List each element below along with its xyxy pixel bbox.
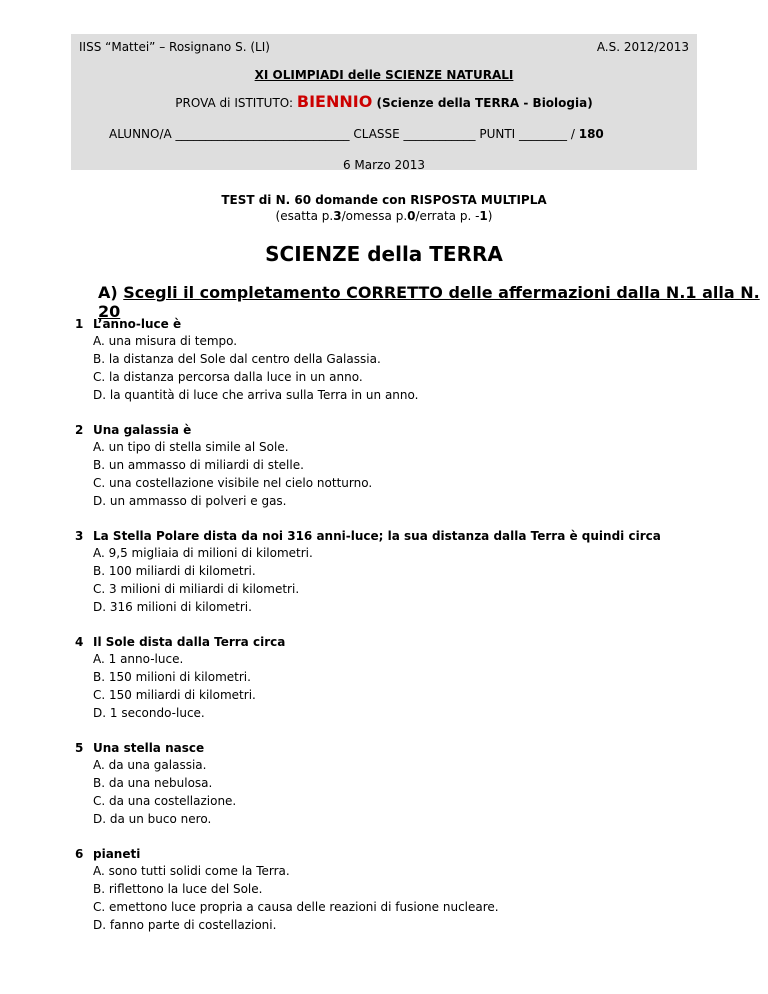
answer-option: C. 3 milioni di miliardi di kilometri. bbox=[93, 582, 300, 596]
question-heading bbox=[75, 528, 735, 544]
question-heading bbox=[75, 422, 735, 438]
answer-option: A. da una galassia. bbox=[93, 758, 207, 772]
max-score: 180 bbox=[578, 127, 604, 141]
question-item bbox=[75, 846, 735, 934]
answer-option: B. 150 milioni di kilometri. bbox=[93, 670, 251, 684]
prova-label: PROVA di ISTITUTO: bbox=[175, 96, 297, 110]
question-item bbox=[75, 316, 735, 404]
scoring-text-1: (esatta p. bbox=[275, 209, 334, 223]
school-year: A.S. 2012/2013 bbox=[596, 40, 689, 54]
subsection-prefix: A) bbox=[98, 283, 124, 302]
answer-option: A. un tipo di stella simile al Sole. bbox=[93, 440, 289, 454]
answer-option: B. un ammasso di miliardi di stelle. bbox=[93, 458, 304, 472]
answer-option: C. 150 miliardi di kilometri. bbox=[93, 688, 256, 702]
question-item bbox=[75, 740, 735, 828]
question-item bbox=[75, 634, 735, 722]
question-number: 5 bbox=[75, 741, 84, 755]
answer-option: C. da una costellazione. bbox=[93, 794, 237, 808]
scoring-rules bbox=[0, 209, 768, 223]
answer-option: B. 100 miliardi di kilometri. bbox=[93, 564, 256, 578]
scoring-wrong-points: 1 bbox=[479, 209, 488, 223]
answer-option: D. 1 secondo-luce. bbox=[93, 706, 205, 720]
question-text: pianeti bbox=[93, 847, 141, 861]
question-number: 6 bbox=[75, 847, 84, 861]
question-heading bbox=[75, 316, 735, 332]
answer-option: A. sono tutti solidi come la Terra. bbox=[93, 864, 290, 878]
header-box bbox=[71, 34, 697, 170]
student-fields-line bbox=[109, 127, 604, 141]
question-text: La Stella Polare dista da noi 316 anni-luce; la sua distanza dalla Terra è quindi circa bbox=[93, 529, 661, 543]
question-text: Il Sole dista dalla Terra circa bbox=[93, 635, 286, 649]
question-text: L’anno-luce è bbox=[93, 317, 182, 331]
answer-option: D. 316 milioni di kilometri. bbox=[93, 600, 252, 614]
prova-level: BIENNIO bbox=[296, 92, 373, 111]
answer-option: C. la distanza percorsa dalla luce in un anno. bbox=[93, 370, 363, 384]
question-list bbox=[75, 316, 735, 952]
question-number: 4 bbox=[75, 635, 84, 649]
scoring-text-3: /errata p. - bbox=[415, 209, 480, 223]
scoring-correct-points: 3 bbox=[333, 209, 342, 223]
question-text: Una stella nasce bbox=[93, 741, 205, 755]
question-item bbox=[75, 422, 735, 510]
prova-subject: (Scienze della TERRA - Biologia) bbox=[372, 96, 593, 110]
student-fields-text: ALUNNO/A _____________________________ CLASSE ____________ PUNTI ________ / bbox=[109, 127, 579, 141]
section-title: SCIENZE della TERRA bbox=[265, 242, 503, 266]
answer-option: A. 1 anno-luce. bbox=[93, 652, 184, 666]
scoring-text-4: ) bbox=[487, 209, 493, 223]
answer-option: B. da una nebulosa. bbox=[93, 776, 213, 790]
answer-option: C. emettono luce propria a causa delle reazioni di fusione nucleare. bbox=[93, 900, 499, 914]
answer-option: D. da un buco nero. bbox=[93, 812, 212, 826]
question-heading bbox=[75, 740, 735, 756]
question-number: 2 bbox=[75, 423, 84, 437]
question-heading bbox=[75, 846, 735, 862]
test-title: TEST di N. 60 domande con RISPOSTA MULTIPLA bbox=[221, 193, 547, 207]
answer-option: C. una costellazione visibile nel cielo notturno. bbox=[93, 476, 373, 490]
scoring-text-2: /omessa p. bbox=[341, 209, 408, 223]
question-number: 3 bbox=[75, 529, 84, 543]
prova-line bbox=[71, 92, 697, 111]
question-text: Una galassia è bbox=[93, 423, 192, 437]
subsection-text: Scegli il completamento CORRETTO delle affermazioni dalla N.1 alla N. 20 bbox=[98, 283, 760, 321]
answer-option: B. la distanza del Sole dal centro della Galassia. bbox=[93, 352, 381, 366]
question-number: 1 bbox=[75, 317, 84, 331]
competition-title: XI OLIMPIADI delle SCIENZE NATURALI bbox=[254, 68, 514, 82]
scoring-omitted-points: 0 bbox=[407, 209, 416, 223]
school-name: IISS “Mattei” – Rosignano S. (LI) bbox=[79, 40, 270, 54]
question-item bbox=[75, 528, 735, 616]
exam-date: 6 Marzo 2013 bbox=[342, 158, 426, 172]
answer-option: A. una misura di tempo. bbox=[93, 334, 238, 348]
answer-option: B. riflettono la luce del Sole. bbox=[93, 882, 263, 896]
answer-option: D. fanno parte di costellazioni. bbox=[93, 918, 277, 932]
question-heading bbox=[75, 634, 735, 650]
answer-option: A. 9,5 migliaia di milioni di kilometri. bbox=[93, 546, 313, 560]
answer-option: D. la quantità di luce che arriva sulla Terra in un anno. bbox=[93, 388, 419, 402]
answer-option: D. un ammasso di polveri e gas. bbox=[93, 494, 287, 508]
